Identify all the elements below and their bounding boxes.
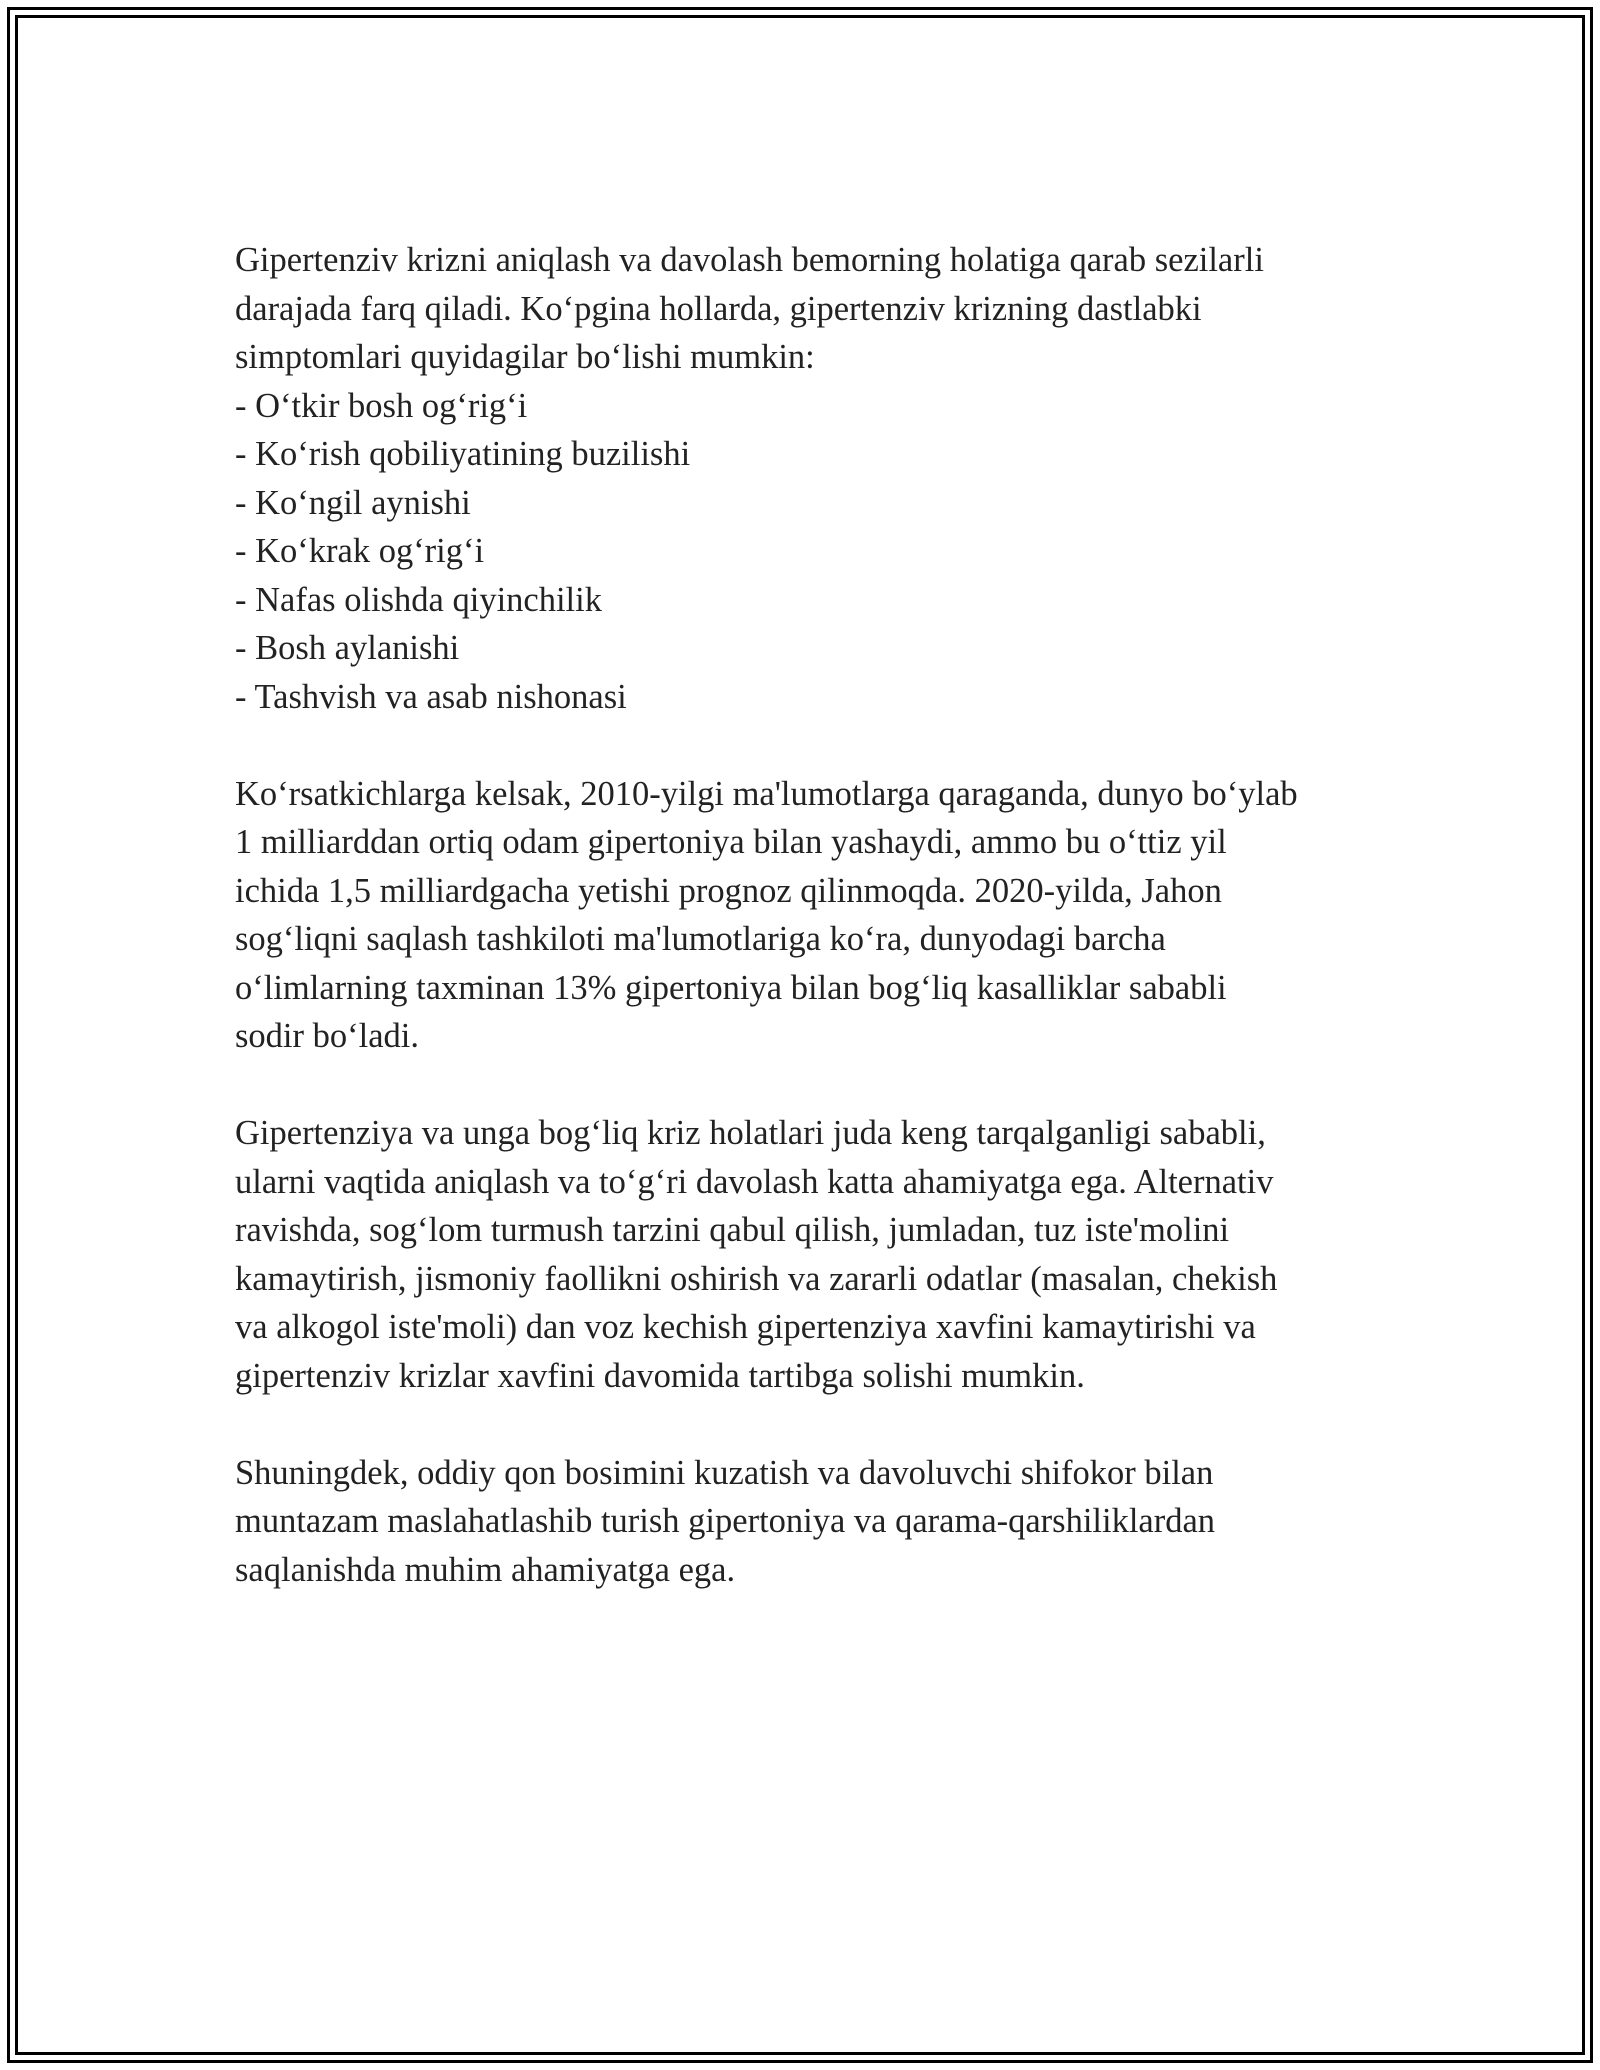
text-line: muntazam maslahatlashib turish gipertoniya va qarama-qarshiliklardan (235, 1502, 1216, 1540)
document-body (235, 236, 1415, 1643)
text-line: Gipertenziya va unga bog‘liq kriz holatlari juda keng tarqalganligi sababli, (235, 1114, 1266, 1152)
text-line: simptomlari quyidagilar bo‘lishi mumkin: (235, 338, 815, 376)
symptom-list-item: - Ko‘rish qobiliyatining buzilishi (235, 435, 691, 473)
symptom-list-item: - Tashvish va asab nishonasi (235, 677, 627, 716)
text-line: va alkogol iste'moli) dan voz kechish gipertenziya xavfini kamaytirishi va (235, 1308, 1256, 1346)
symptom-list-item: - Ko‘ngil aynishi (235, 483, 471, 522)
symptom-list-item: - O‘tkir bosh og‘rig‘i (235, 386, 528, 425)
text-line: o‘limlarning taxminan 13% gipertoniya bilan bog‘liq kasalliklar sababli (235, 968, 1227, 1007)
text-line: Shuningdek, oddiy qon bosimini kuzatish va davoluvchi shifokor bilan (235, 1453, 1214, 1492)
text-line: kamaytirish, jismoniy faollikni oshirish va zararli odatlar (masalan, chekish (235, 1259, 1278, 1298)
symptom-list-item: - Bosh aylanishi (235, 629, 460, 667)
text-line: 1 milliarddan ortiq odam gipertoniya bilan yashaydi, ammo bu o‘ttiz yil (235, 823, 1227, 861)
text-line: Gipertenziv krizni aniqlash va davolash bemorning holatiga qarab sezilarli (235, 241, 1264, 279)
text-line: ularni vaqtida aniqlash va to‘g‘ri davolash katta ahamiyatga ega. Alternativ (235, 1162, 1274, 1201)
text-line: saqlanishda muhim ahamiyatga ega. (235, 1550, 736, 1589)
prevention-paragraph (235, 1109, 1415, 1400)
text-line: ravishda, sog‘lom turmush tarzini qabul qilish, jumladan, tuz iste'molini (235, 1211, 1230, 1249)
text-line: sog‘liqni saqlash tashkiloti ma'lumotlariga ko‘ra, dunyodagi barcha (235, 920, 1166, 958)
text-line: Ko‘rsatkichlarga kelsak, 2010-yilgi ma'lumotlarga qaraganda, dunyo bo‘ylab (235, 774, 1298, 813)
text-line: sodir bo‘ladi. (235, 1017, 419, 1055)
text-line: darajada farq qiladi. Ko‘pgina hollarda, gipertenziv krizning dastlabki (235, 289, 1202, 328)
intro-paragraph (235, 236, 1415, 721)
statistics-paragraph (235, 770, 1415, 1061)
text-line: gipertenziv krizlar xavfini davomida tartibga solishi mumkin. (235, 1356, 1085, 1395)
text-line: ichida 1,5 milliardgacha yetishi prognoz qilinmoqda. 2020-yilda, Jahon (235, 871, 1222, 910)
symptom-list-item: - Nafas olishda qiyinchilik (235, 580, 602, 619)
symptom-list-item: - Ko‘krak og‘rig‘i (235, 532, 485, 570)
monitoring-paragraph (235, 1449, 1415, 1595)
